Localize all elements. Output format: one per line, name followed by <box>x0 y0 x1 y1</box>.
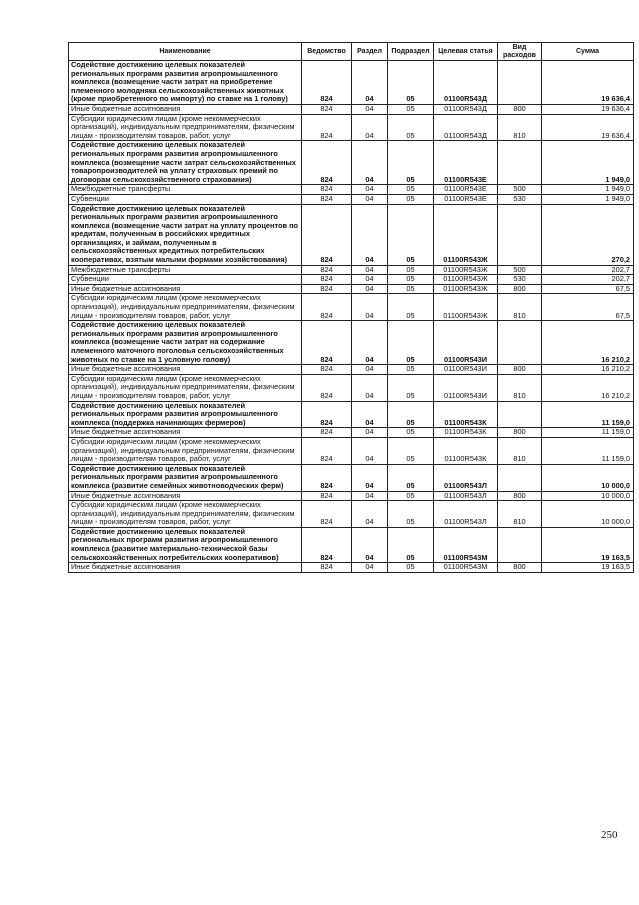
cell-type: 500 <box>498 185 542 195</box>
cell-type: 800 <box>498 104 542 114</box>
cell-section: 04 <box>352 194 388 204</box>
cell-sum: 19 636,4 <box>542 61 634 105</box>
cell-name: Субсидии юридическим лицам (кроме некоммерческих организаций), индивидуальным предпринимателям, физическим лицам - производителям товаров, работ, услуг <box>69 437 302 464</box>
table-row <box>69 185 634 195</box>
cell-subsection: 05 <box>388 563 434 573</box>
cell-name: Субвенции <box>69 194 302 204</box>
cell-dept: 824 <box>302 114 352 141</box>
cell-type: 810 <box>498 374 542 401</box>
cell-target: 01100R543И <box>434 365 498 375</box>
table-row <box>69 501 634 528</box>
cell-dept: 824 <box>302 464 352 491</box>
cell-target: 01100R543И <box>434 374 498 401</box>
cell-name: Иные бюджетные ассигнования <box>69 365 302 375</box>
cell-type: 800 <box>498 365 542 375</box>
cell-section: 04 <box>352 61 388 105</box>
cell-sum: 1 949,0 <box>542 141 634 185</box>
cell-type: 800 <box>498 284 542 294</box>
cell-target: 01100R543Е <box>434 185 498 195</box>
cell-subsection: 05 <box>388 294 434 321</box>
cell-dept: 824 <box>302 428 352 438</box>
cell-sum: 19 163,5 <box>542 527 634 562</box>
cell-section: 04 <box>352 294 388 321</box>
cell-type <box>498 464 542 491</box>
cell-subsection: 05 <box>388 501 434 528</box>
cell-target: 01100R543Л <box>434 491 498 501</box>
cell-section: 04 <box>352 185 388 195</box>
cell-section: 04 <box>352 141 388 185</box>
cell-dept: 824 <box>302 104 352 114</box>
cell-section: 04 <box>352 563 388 573</box>
cell-name: Содействие достижению целевых показателей региональных программ развития агропромышленного комплекса (поддержка начинающих фермеров) <box>69 401 302 428</box>
cell-section: 04 <box>352 491 388 501</box>
cell-section: 04 <box>352 204 388 265</box>
cell-subsection: 05 <box>388 275 434 285</box>
table-row <box>69 321 634 365</box>
table-row <box>69 374 634 401</box>
cell-sum: 11 159,0 <box>542 428 634 438</box>
cell-name: Иные бюджетные ассигнования <box>69 563 302 573</box>
cell-sum: 67,5 <box>542 294 634 321</box>
cell-target: 01100R543Е <box>434 194 498 204</box>
cell-section: 04 <box>352 437 388 464</box>
cell-sum: 10 000,0 <box>542 464 634 491</box>
cell-dept: 824 <box>302 437 352 464</box>
cell-target: 01100R543К <box>434 437 498 464</box>
cell-target: 01100R543Е <box>434 141 498 185</box>
header-subsection: Подраздел <box>388 43 434 61</box>
cell-section: 04 <box>352 321 388 365</box>
table-row <box>69 437 634 464</box>
cell-type <box>498 401 542 428</box>
table-row <box>69 401 634 428</box>
cell-subsection: 05 <box>388 464 434 491</box>
cell-name: Содействие достижению целевых показателей региональных программ развития агропромышленного комплекса (возмещение части затрат на уплату процентов по кредитам, полученным в российских кредитных организациях, и займам, полученным в сельскохозяйственных кредитных потребительских кооперативах, взятым малыми формами хозяйствования) <box>69 204 302 265</box>
cell-type <box>498 527 542 562</box>
cell-dept: 824 <box>302 185 352 195</box>
cell-name: Содействие достижению целевых показателей региональных программ развития агропромышленного комплекса (возмещение части затрат на содержание племенного маточного поголовья сельскохозяйственных животных по ставке на 1 условную голову) <box>69 321 302 365</box>
cell-type: 800 <box>498 491 542 501</box>
cell-type: 810 <box>498 437 542 464</box>
table-row <box>69 204 634 265</box>
cell-type: 800 <box>498 428 542 438</box>
cell-subsection: 05 <box>388 284 434 294</box>
cell-type: 530 <box>498 275 542 285</box>
cell-dept: 824 <box>302 563 352 573</box>
header-type: Вид расходов <box>498 43 542 61</box>
cell-target: 01100R543Ж <box>434 204 498 265</box>
cell-target: 01100R543Д <box>434 61 498 105</box>
cell-target: 01100R543Л <box>434 501 498 528</box>
cell-type <box>498 204 542 265</box>
cell-dept: 824 <box>302 401 352 428</box>
cell-type: 500 <box>498 265 542 275</box>
cell-name: Иные бюджетные ассигнования <box>69 491 302 501</box>
cell-type <box>498 141 542 185</box>
cell-subsection: 05 <box>388 374 434 401</box>
table-row <box>69 294 634 321</box>
cell-dept: 824 <box>302 265 352 275</box>
table-body <box>69 61 634 573</box>
table-row <box>69 194 634 204</box>
cell-subsection: 05 <box>388 321 434 365</box>
cell-subsection: 05 <box>388 437 434 464</box>
table-row <box>69 491 634 501</box>
cell-name: Содействие достижению целевых показателей региональных программ развития агропромышленного комплекса (возмещение части затрат на приобретение племенного молодняка сельскохозяйственных животных (кроме приобретенного по импорту) по ставке на 1 голову) <box>69 61 302 105</box>
cell-dept: 824 <box>302 275 352 285</box>
cell-sum: 16 210,2 <box>542 321 634 365</box>
cell-dept: 824 <box>302 365 352 375</box>
cell-sum: 202,7 <box>542 275 634 285</box>
table-header-row <box>69 43 634 61</box>
cell-name: Субсидии юридическим лицам (кроме некоммерческих организаций), индивидуальным предпринимателям, физическим лицам - производителям товаров, работ, услуг <box>69 374 302 401</box>
cell-subsection: 05 <box>388 401 434 428</box>
cell-section: 04 <box>352 365 388 375</box>
cell-dept: 824 <box>302 374 352 401</box>
cell-dept: 824 <box>302 527 352 562</box>
cell-name: Содействие достижению целевых показателей региональных программ развития агропромышленного комплекса (возмещение части затрат сельскохозяйственных товаропроизводителей на уплату страховых премий по договорам сельскохозяйственного страхования) <box>69 141 302 185</box>
cell-subsection: 05 <box>388 265 434 275</box>
cell-section: 04 <box>352 401 388 428</box>
table-row <box>69 428 634 438</box>
table-row <box>69 104 634 114</box>
cell-type: 810 <box>498 501 542 528</box>
header-sum: Сумма <box>542 43 634 61</box>
cell-target: 01100R543Ж <box>434 275 498 285</box>
header-dept: Ведомство <box>302 43 352 61</box>
page-number: 250 <box>601 829 618 841</box>
cell-dept: 824 <box>302 321 352 365</box>
table-row <box>69 563 634 573</box>
cell-name: Субсидии юридическим лицам (кроме некоммерческих организаций), индивидуальным предпринимателям, физическим лицам - производителям товаров, работ, услуг <box>69 501 302 528</box>
cell-type: 810 <box>498 294 542 321</box>
cell-subsection: 05 <box>388 114 434 141</box>
cell-dept: 824 <box>302 141 352 185</box>
cell-subsection: 05 <box>388 185 434 195</box>
cell-subsection: 05 <box>388 104 434 114</box>
cell-target: 01100R543И <box>434 321 498 365</box>
header-target: Целевая статья <box>434 43 498 61</box>
cell-subsection: 05 <box>388 491 434 501</box>
cell-name: Межбюджетные трансферты <box>69 185 302 195</box>
budget-table <box>68 42 634 573</box>
cell-target: 01100R543Ж <box>434 265 498 275</box>
cell-dept: 824 <box>302 491 352 501</box>
cell-name: Субсидии юридическим лицам (кроме некоммерческих организаций), индивидуальным предпринимателям, физическим лицам - производителям товаров, работ, услуг <box>69 114 302 141</box>
cell-section: 04 <box>352 527 388 562</box>
cell-target: 01100R543М <box>434 563 498 573</box>
cell-section: 04 <box>352 501 388 528</box>
cell-sum: 16 210,2 <box>542 365 634 375</box>
cell-dept: 824 <box>302 194 352 204</box>
cell-dept: 824 <box>302 61 352 105</box>
cell-section: 04 <box>352 428 388 438</box>
cell-sum: 19 636,4 <box>542 104 634 114</box>
cell-target: 01100R543М <box>434 527 498 562</box>
cell-target: 01100R543Ж <box>434 294 498 321</box>
table-row <box>69 464 634 491</box>
cell-subsection: 05 <box>388 428 434 438</box>
cell-section: 04 <box>352 284 388 294</box>
cell-sum: 10 000,0 <box>542 491 634 501</box>
cell-name: Иные бюджетные ассигнования <box>69 104 302 114</box>
cell-type: 810 <box>498 114 542 141</box>
cell-sum: 10 000,0 <box>542 501 634 528</box>
cell-sum: 67,5 <box>542 284 634 294</box>
cell-subsection: 05 <box>388 141 434 185</box>
cell-target: 01100R543Л <box>434 464 498 491</box>
table-row <box>69 114 634 141</box>
header-section: Раздел <box>352 43 388 61</box>
table-row <box>69 284 634 294</box>
cell-type <box>498 61 542 105</box>
cell-sum: 11 159,0 <box>542 401 634 428</box>
table-row <box>69 275 634 285</box>
cell-sum: 1 949,0 <box>542 194 634 204</box>
cell-target: 01100R543Д <box>434 104 498 114</box>
cell-name: Содействие достижению целевых показателей региональных программ развития агропромышленного комплекса (развитие материально-технической базы сельскохозяйственных потребительских кооперативов) <box>69 527 302 562</box>
table-row <box>69 365 634 375</box>
cell-type: 530 <box>498 194 542 204</box>
cell-sum: 11 159,0 <box>542 437 634 464</box>
cell-name: Межбюджетные трансферты <box>69 265 302 275</box>
cell-section: 04 <box>352 114 388 141</box>
cell-sum: 19 163,5 <box>542 563 634 573</box>
cell-dept: 824 <box>302 294 352 321</box>
cell-section: 04 <box>352 374 388 401</box>
cell-subsection: 05 <box>388 194 434 204</box>
cell-section: 04 <box>352 464 388 491</box>
table-row <box>69 141 634 185</box>
table-row <box>69 527 634 562</box>
cell-section: 04 <box>352 104 388 114</box>
cell-subsection: 05 <box>388 204 434 265</box>
cell-sum: 1 949,0 <box>542 185 634 195</box>
cell-name: Субвенции <box>69 275 302 285</box>
cell-name: Субсидии юридическим лицам (кроме некоммерческих организаций), индивидуальным предпринимателям, физическим лицам - производителям товаров, работ, услуг <box>69 294 302 321</box>
cell-dept: 824 <box>302 204 352 265</box>
cell-sum: 202,7 <box>542 265 634 275</box>
cell-type <box>498 321 542 365</box>
cell-subsection: 05 <box>388 365 434 375</box>
cell-name: Иные бюджетные ассигнования <box>69 428 302 438</box>
cell-name: Содействие достижению целевых показателей региональных программ развития агропромышленного комплекса (развитие семейных животноводческих ферм) <box>69 464 302 491</box>
cell-sum: 19 636,4 <box>542 114 634 141</box>
cell-subsection: 05 <box>388 527 434 562</box>
cell-sum: 16 210,2 <box>542 374 634 401</box>
table-row <box>69 265 634 275</box>
cell-subsection: 05 <box>388 61 434 105</box>
cell-sum: 270,2 <box>542 204 634 265</box>
cell-section: 04 <box>352 265 388 275</box>
cell-target: 01100R543К <box>434 401 498 428</box>
cell-target: 01100R543К <box>434 428 498 438</box>
cell-section: 04 <box>352 275 388 285</box>
cell-name: Иные бюджетные ассигнования <box>69 284 302 294</box>
cell-dept: 824 <box>302 284 352 294</box>
table-row <box>69 61 634 105</box>
cell-type: 800 <box>498 563 542 573</box>
header-name: Наименование <box>69 43 302 61</box>
cell-dept: 824 <box>302 501 352 528</box>
cell-target: 01100R543Д <box>434 114 498 141</box>
cell-target: 01100R543Ж <box>434 284 498 294</box>
